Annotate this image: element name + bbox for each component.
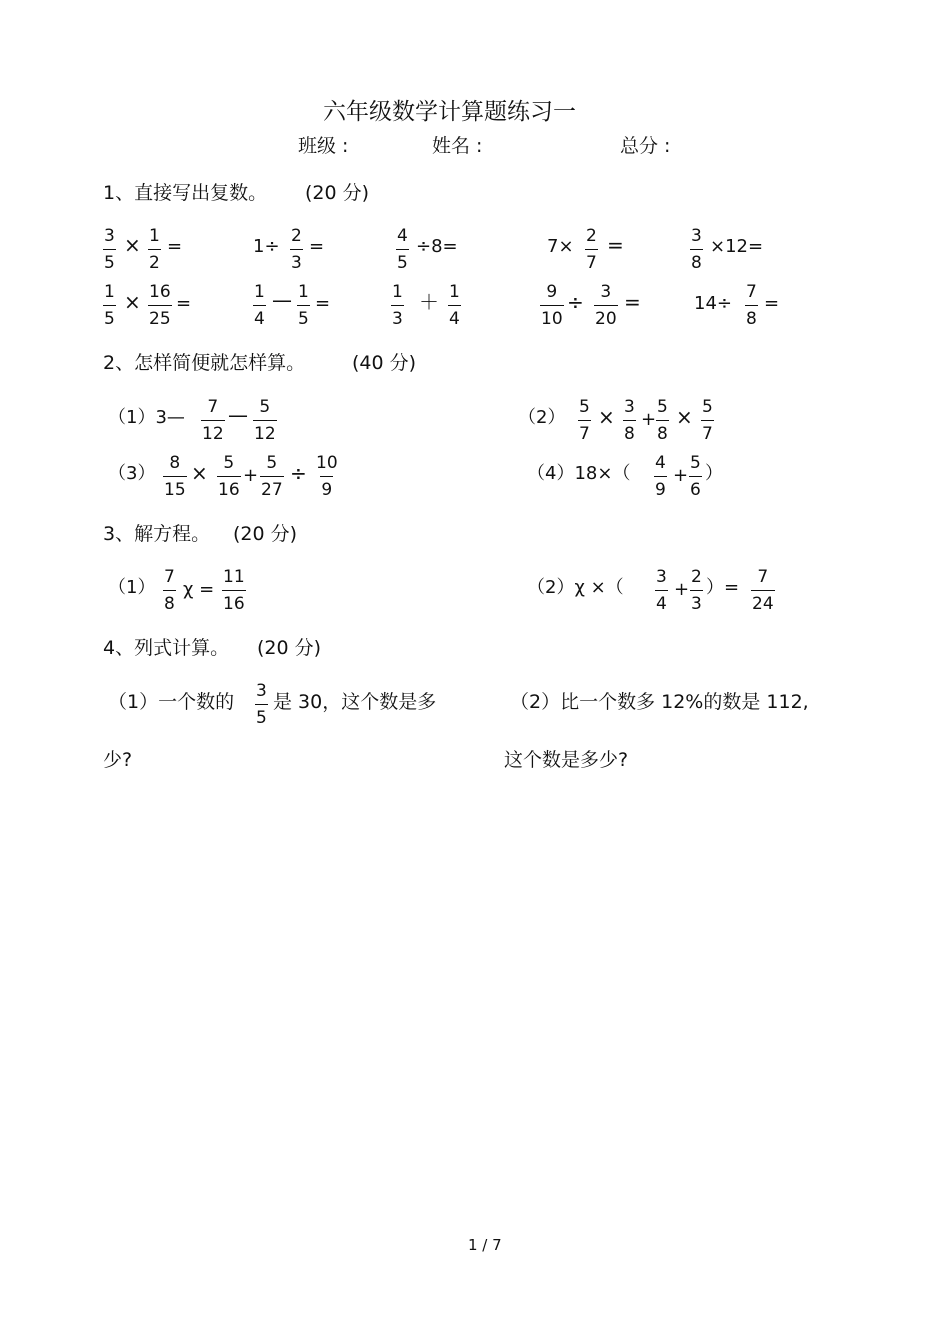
numerator: 3 [624,397,635,417]
section-1-heading: 1、直接写出复数。 [103,182,268,204]
numerator: 16 [149,282,171,302]
denominator: 15 [163,476,187,500]
denominator: 4 [655,590,668,614]
denominator: 5 [103,249,116,273]
close-paren: ） [705,463,723,484]
operator: × [124,290,141,314]
equals: = [315,293,331,314]
numerator: 3 [691,226,702,246]
operator: — [272,288,292,312]
numerator: 1 [254,282,265,302]
equals: = [167,236,183,257]
word-problem-text: 这个数是多少? [504,749,629,771]
numerator: 2 [586,226,597,246]
numerator: 7 [746,282,757,302]
numerator: 5 [266,453,278,473]
numerator: 4 [397,226,408,246]
operator: 7× [547,236,574,257]
operator: 14÷ [694,293,732,314]
numerator: 1 [392,282,403,302]
numerator: 1 [298,282,309,302]
denominator: 9 [320,476,333,500]
word-problem-text: 少? [103,749,133,771]
numerator: 2 [691,567,702,587]
operator: + [673,465,689,486]
operator: × [676,405,693,429]
operator: × [598,405,615,429]
word-problem-text: 是 30，这个数是多 [273,691,437,713]
denominator: 16 [222,590,246,614]
equals: = [764,293,780,314]
numerator: 3 [256,681,267,701]
operator: + [243,465,259,486]
denominator: 8 [163,590,176,614]
denominator: 8 [745,305,758,329]
denominator: 20 [594,305,618,329]
operator: 1÷ [253,236,280,257]
denominator: 12 [201,420,225,444]
numerator: 7 [757,567,769,587]
problem-label: （3） [108,463,156,484]
word-problem-text: （1）一个数的 [108,691,235,713]
operator: ×12= [710,236,764,257]
problem-label: （2）χ ×（ [527,577,624,598]
numerator: 3 [104,226,115,246]
denominator: 3 [391,305,404,329]
numerator: 1 [104,282,115,302]
denominator: 24 [751,590,775,614]
numerator: 3 [600,282,612,302]
denominator: 27 [260,476,284,500]
operator: + [674,579,690,600]
problem-label: （1）3— [108,407,185,428]
numerator: 3 [656,567,667,587]
name-label: 姓名 : [432,135,483,157]
operator: — [228,403,248,427]
numerator: 8 [169,453,181,473]
denominator: 8 [623,420,636,444]
operator: × [191,461,208,485]
section-2-points: (40 分) [352,352,417,374]
numerator: 11 [223,567,245,587]
close-paren: ）= [706,577,740,598]
denominator: 5 [255,704,268,728]
denominator: 25 [148,305,172,329]
denominator: 7 [578,420,591,444]
denominator: 5 [297,305,310,329]
word-problem-text: （2）比一个数多 12%的数是 112, [510,691,809,713]
section-3-heading: 3、解方程。 [103,523,211,545]
problem-label: （1） [108,577,156,598]
denominator: 4 [253,305,266,329]
equals: = [624,290,641,314]
numerator: 7 [164,567,175,587]
section-4-points: (20 分) [257,637,322,659]
denominator: 9 [654,476,667,500]
page-number: 1 / 7 [468,1236,502,1254]
operator: ＋ [419,290,439,314]
numerator: 5 [259,397,271,417]
denominator: 16 [217,476,241,500]
operator: ÷8= [416,236,458,257]
numerator: 7 [207,397,219,417]
class-label: 班级 : [298,135,349,157]
denominator: 2 [148,249,161,273]
numerator: 1 [149,226,160,246]
denominator: 7 [701,420,714,444]
operator: × [124,233,141,257]
numerator: 5 [223,453,235,473]
numerator: 5 [690,453,701,473]
problem-label: （2） [518,407,566,428]
equals: = [607,233,624,257]
numerator: 2 [291,226,302,246]
numerator: 5 [657,397,668,417]
operator: ÷ [290,461,307,485]
denominator: 5 [103,305,116,329]
numerator: 5 [579,397,590,417]
operator: ÷ [567,290,584,314]
operator: + [641,409,657,430]
problem-label: （4）18×（ [527,463,631,484]
denominator: 7 [585,249,598,273]
equals: = [309,236,325,257]
equals: = [176,293,192,314]
denominator: 5 [396,249,409,273]
numerator: 5 [702,397,713,417]
section-4-heading: 4、列式计算。 [103,637,230,659]
denominator: 6 [689,476,702,500]
denominator: 8 [690,249,703,273]
variable: χ = [183,579,215,600]
numerator: 4 [655,453,666,473]
denominator: 4 [448,305,461,329]
numerator: 10 [316,453,338,473]
numerator: 9 [546,282,558,302]
section-2-heading: 2、怎样简便就怎样算。 [103,352,306,374]
denominator: 3 [290,249,303,273]
denominator: 12 [253,420,277,444]
section-1-points: (20 分) [305,182,370,204]
page-title: 六年级数学计算题练习一 [323,99,576,125]
denominator: 8 [656,420,669,444]
section-3-points: (20 分) [233,523,298,545]
denominator: 10 [540,305,564,329]
numerator: 1 [449,282,460,302]
denominator: 3 [690,590,703,614]
score-label: 总分 : [620,135,671,157]
